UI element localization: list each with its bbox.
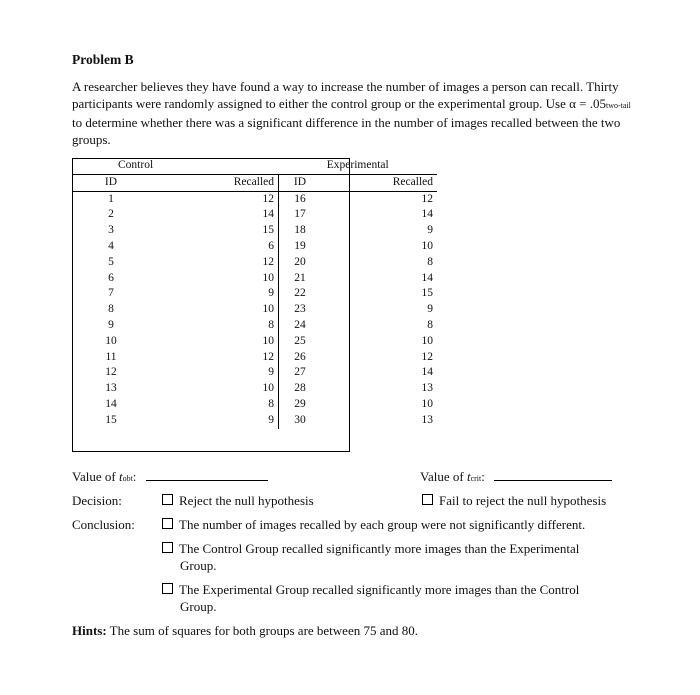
checkbox-icon[interactable] <box>422 494 433 505</box>
checkbox-icon[interactable] <box>162 583 173 594</box>
control-recalled-cell: 15 <box>150 223 279 239</box>
control-recalled-cell: 12 <box>150 350 279 366</box>
experimental-id-cell: 29 <box>294 397 306 410</box>
conclusion-3b-text: Group. <box>180 599 217 614</box>
experimental-recalled-cell: 12 <box>421 192 433 205</box>
conclusion-3a-text: The Experimental Group recalled significantly more images than the Control <box>179 582 580 597</box>
checkbox-icon[interactable] <box>162 494 173 505</box>
control-recalled-cell: 10 <box>150 334 279 350</box>
control-recalled-cell: 14 <box>150 207 279 223</box>
table-row <box>72 191 437 207</box>
experimental-recalled-cell: 14 <box>421 208 433 221</box>
control-id-cell: 2 <box>108 208 114 221</box>
alpha-subscript: two-tail <box>606 101 631 110</box>
control-id-cell: 7 <box>108 287 114 300</box>
t-obtained-input[interactable] <box>146 470 268 481</box>
experimental-id-cell: 20 <box>294 255 306 268</box>
control-id-cell: 15 <box>105 413 117 426</box>
problem-title: Problem B <box>72 52 134 67</box>
experimental-recalled-cell: 14 <box>421 366 433 379</box>
control-id-cell: 1 <box>108 192 114 205</box>
control-recalled-cell: 10 <box>150 302 279 318</box>
conclusion-2a-text: The Control Group recalled significantly more images than the Experimental <box>179 541 580 556</box>
control-recalled-cell: 9 <box>150 365 279 381</box>
control-id-cell: 5 <box>108 255 114 268</box>
conclusion-label: Conclusion: <box>72 517 135 532</box>
table-row <box>72 286 437 302</box>
decision-fail-text: Fail to reject the null hypothesis <box>439 493 607 508</box>
experimental-id-cell: 22 <box>294 287 306 300</box>
experimental-id-cell: 25 <box>294 334 306 347</box>
experimental-id-cell: 30 <box>294 413 306 426</box>
table-row <box>72 302 437 318</box>
control-id-cell: 9 <box>108 318 114 331</box>
experimental-id-cell: 17 <box>294 208 306 221</box>
table-row <box>72 255 437 271</box>
experimental-recalled-cell: 15 <box>421 287 433 300</box>
experimental-recalled-cell: 9 <box>427 303 433 316</box>
conclusion-2b-text: Group. <box>180 558 217 573</box>
table-row <box>72 239 437 255</box>
control-id-cell: 6 <box>108 271 114 284</box>
data-table <box>72 158 437 429</box>
table-row <box>72 365 437 381</box>
table-row <box>72 397 437 413</box>
intro-text-a: A researcher believes they have found a way to increase the number of images a person can recall. Thirty participants were randomly assigned to either the control group or the experimental group. Use α = .05 <box>72 79 619 111</box>
experimental-recalled-cell: 12 <box>421 350 433 363</box>
hints-label: Hints: <box>72 623 107 638</box>
hints <box>72 622 418 639</box>
experimental-recalled-cell: 13 <box>421 413 433 426</box>
control-recalled-cell: 9 <box>150 413 279 429</box>
table-row <box>72 207 437 223</box>
experimental-recalled-cell: 8 <box>427 255 433 268</box>
control-recalled-cell: 8 <box>150 318 279 334</box>
checkbox-icon[interactable] <box>162 518 173 529</box>
experimental-recalled-cell: 14 <box>421 271 433 284</box>
table-row <box>72 381 437 397</box>
control-id-cell: 11 <box>105 350 117 363</box>
column-header-id: ID <box>279 174 320 191</box>
experimental-id-cell: 27 <box>294 366 306 379</box>
column-header-recalled: Recalled <box>319 174 437 191</box>
decision-fail-option[interactable] <box>422 492 606 509</box>
experimental-recalled-cell: 10 <box>421 334 433 347</box>
conclusion-option-experimental-more[interactable] <box>162 581 579 598</box>
t-critical-var: t <box>466 469 471 484</box>
control-recalled-cell: 10 <box>150 381 279 397</box>
control-recalled-cell: 9 <box>150 286 279 302</box>
group-header-control: Control <box>72 158 279 174</box>
conclusion-option-not-different[interactable] <box>162 516 585 533</box>
control-recalled-cell: 12 <box>150 191 279 207</box>
table-row <box>72 223 437 239</box>
experimental-id-cell: 28 <box>294 382 306 395</box>
control-id-cell: 10 <box>105 334 117 347</box>
control-recalled-cell: 6 <box>150 239 279 255</box>
conclusion-1-text: The number of images recalled by each group were not significantly different. <box>179 517 586 532</box>
column-header-recalled: Recalled <box>150 174 279 191</box>
control-recalled-cell: 8 <box>150 397 279 413</box>
t-critical-sub: crit <box>470 474 482 483</box>
experimental-id-cell: 18 <box>294 224 306 237</box>
hints-text: The sum of squares for both groups are between 75 and 80. <box>106 623 418 638</box>
experimental-id-cell: 24 <box>294 318 306 331</box>
decision-reject-option[interactable] <box>162 492 314 509</box>
t-obtained-sub: obt <box>122 474 133 483</box>
control-recalled-cell: 10 <box>150 271 279 287</box>
intro-text-b: to determine whether there was a significant difference in the number of images recalled between the two groups. <box>72 115 621 147</box>
experimental-id-cell: 23 <box>294 303 306 316</box>
checkbox-icon[interactable] <box>162 542 173 553</box>
conclusion-option-control-more[interactable] <box>162 540 579 557</box>
control-id-cell: 4 <box>108 239 114 252</box>
table-row <box>72 350 437 366</box>
table-row <box>72 413 437 429</box>
experimental-id-cell: 21 <box>294 271 306 284</box>
t-obtained-var: t <box>118 469 123 484</box>
experimental-id-cell: 16 <box>294 192 306 205</box>
experimental-id-cell: 19 <box>294 239 306 252</box>
table-row <box>72 318 437 334</box>
problem-description <box>72 78 637 148</box>
control-id-cell: 3 <box>108 224 114 237</box>
control-id-cell: 13 <box>105 382 117 395</box>
experimental-recalled-cell: 9 <box>427 224 433 237</box>
control-id-cell: 14 <box>105 397 117 410</box>
t-obtained-row: Value of tobt: <box>72 468 268 487</box>
experimental-id-cell: 26 <box>294 350 306 363</box>
experimental-recalled-cell: 10 <box>421 239 433 252</box>
t-critical-input[interactable] <box>494 470 612 481</box>
control-recalled-cell: 12 <box>150 255 279 271</box>
group-header-experimental: Experimental <box>279 158 438 174</box>
t-critical-row: Value of tcrit: <box>420 468 612 487</box>
table-row <box>72 271 437 287</box>
table-row <box>72 334 437 350</box>
control-id-cell: 8 <box>108 303 114 316</box>
decision-reject-text: Reject the null hypothesis <box>179 493 314 508</box>
control-id-cell: 12 <box>105 366 117 379</box>
column-header-id: ID <box>72 174 150 191</box>
experimental-recalled-cell: 13 <box>421 382 433 395</box>
experimental-recalled-cell: 8 <box>427 318 433 331</box>
t-critical-label: Value of <box>420 469 467 484</box>
t-obtained-label: Value of <box>72 469 119 484</box>
decision-label: Decision: <box>72 493 122 508</box>
experimental-recalled-cell: 10 <box>421 397 433 410</box>
